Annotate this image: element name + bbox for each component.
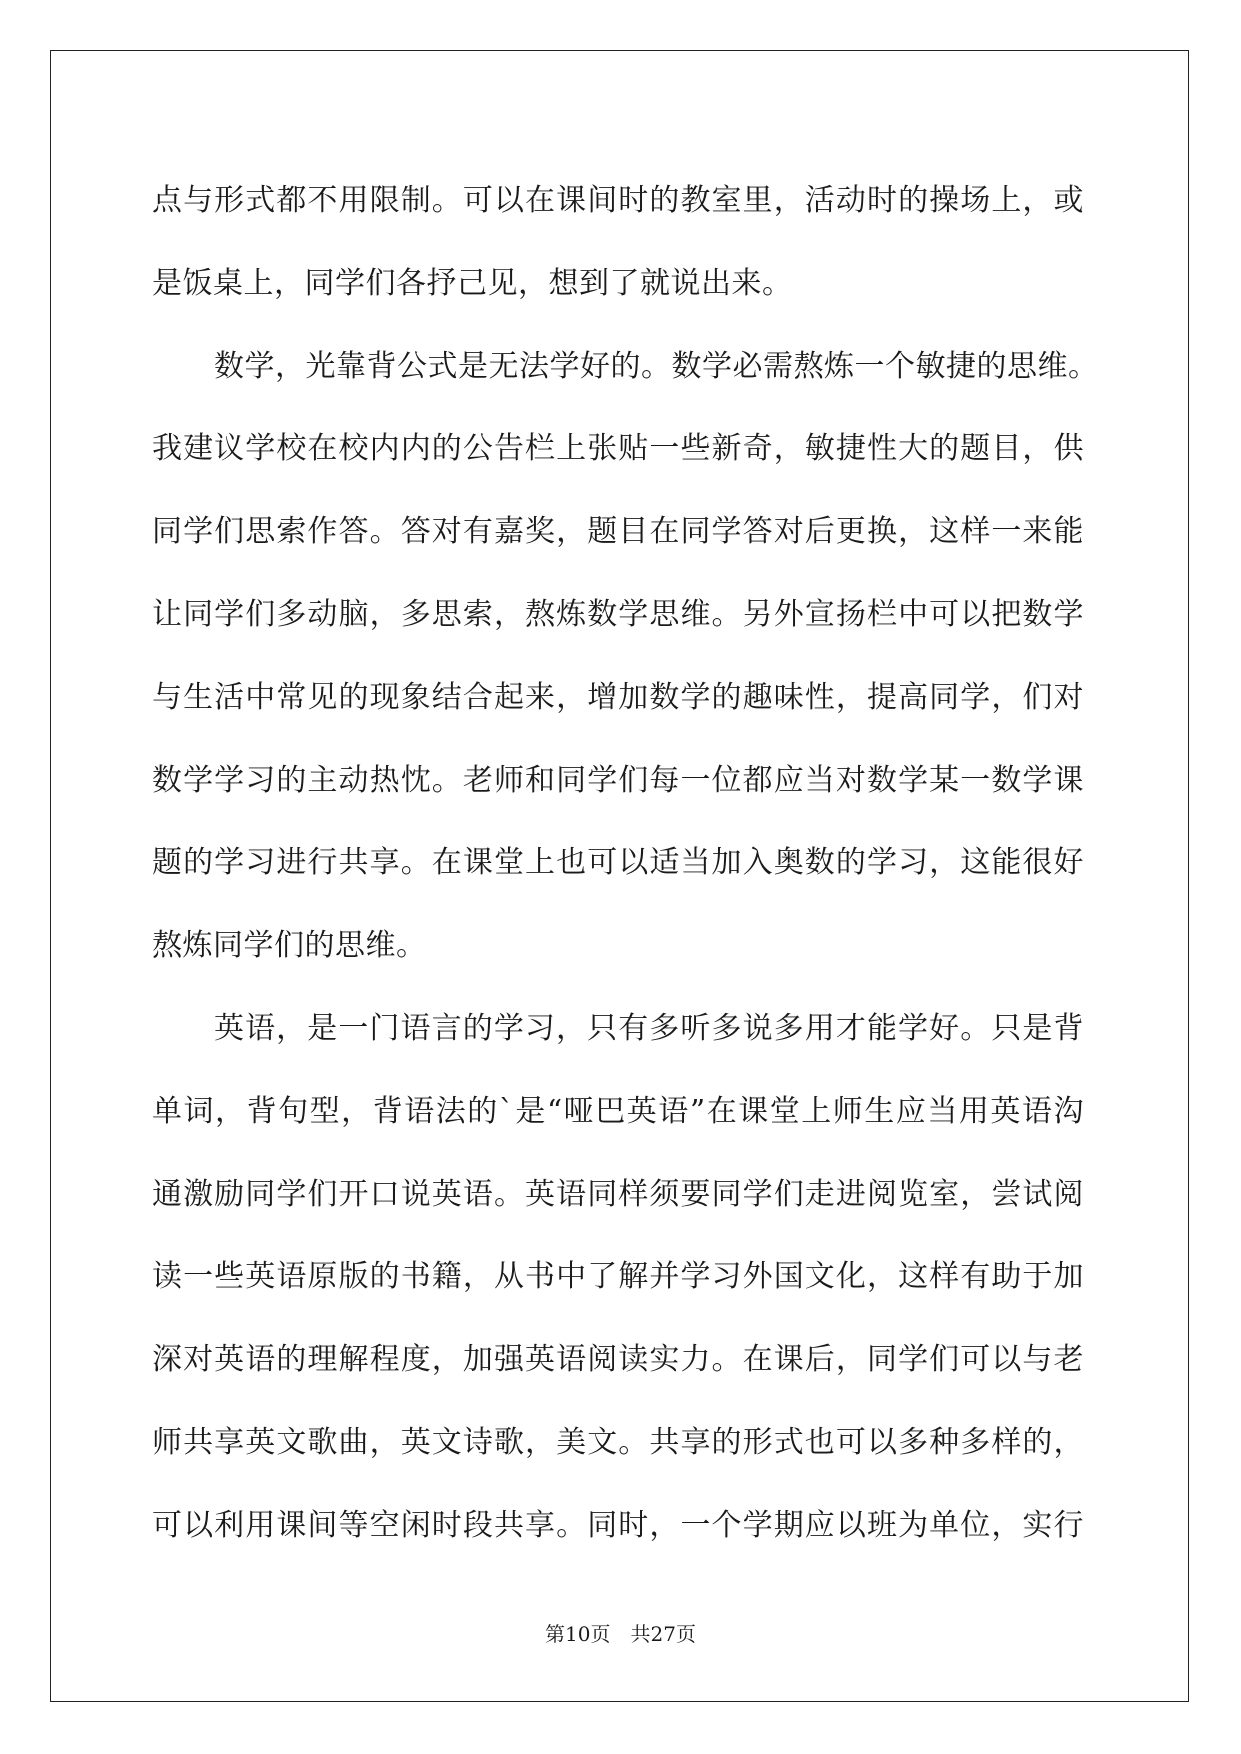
text-line: 单词，背句型，背语法的`是“哑巴英语”在课堂上师生应当用英语沟: [152, 1093, 1084, 1129]
text-line: 题的学习进行共享。在课堂上也可以适当加入奥数的学习，这能很好: [152, 845, 1084, 881]
document-body: [152, 160, 1099, 1568]
text-line: 点与形式都不用限制。可以在课间时的教室里，活动时的操场上，或: [152, 183, 1084, 218]
text-line: 读一些英语原版的书籍，从书中了解并学习外国文化，这样有助于加: [152, 1259, 1084, 1295]
text-line: 通激励同学们开口说英语。英语同样须要同学们走进阅览室，尝试阅: [152, 1176, 1084, 1212]
text-line: 同学们思索作答。答对有嘉奖，题目在同学答对后更换，这样一来能: [152, 514, 1084, 550]
text-line: 让同学们多动脑，多思索，熬炼数学思维。另外宣扬栏中可以把数学: [152, 596, 1084, 632]
text-line: 师共享英文歌曲，英文诗歌，美文。共享的形式也可以多种多样的，: [152, 1424, 1084, 1460]
text-line: 与生活中常见的现象结合起来，增加数学的趣味性，提高同学，们对: [152, 679, 1084, 715]
page-number-footer: 第10页 共27页: [545, 1622, 696, 1646]
text-line: 我建议学校在校内内的公告栏上张贴一些新奇，敏捷性大的题目，供: [152, 431, 1084, 467]
text-line: 可以利用课间等空闲时段共享。同时，一个学期应以班为单位，实行: [152, 1507, 1084, 1543]
text-line: 数学，光靠背公式是无法学好的。数学必需熬炼一个敏捷的思维。: [214, 348, 1099, 384]
text-line: 英语，是一门语言的学习，只有多听多说多用才能学好。只是背: [214, 1010, 1084, 1046]
text-line: 深对英语的理解程度，加强英语阅读实力。在课后，同学们可以与老: [152, 1342, 1084, 1378]
text-line: 数学学习的主动热忱。老师和同学们每一位都应当对数学某一数学课: [152, 762, 1084, 798]
text-line: 是饭桌上，同学们各抒己见，想到了就说出来。: [152, 265, 793, 301]
text-line: 熬炼同学们的思维。: [152, 928, 427, 964]
